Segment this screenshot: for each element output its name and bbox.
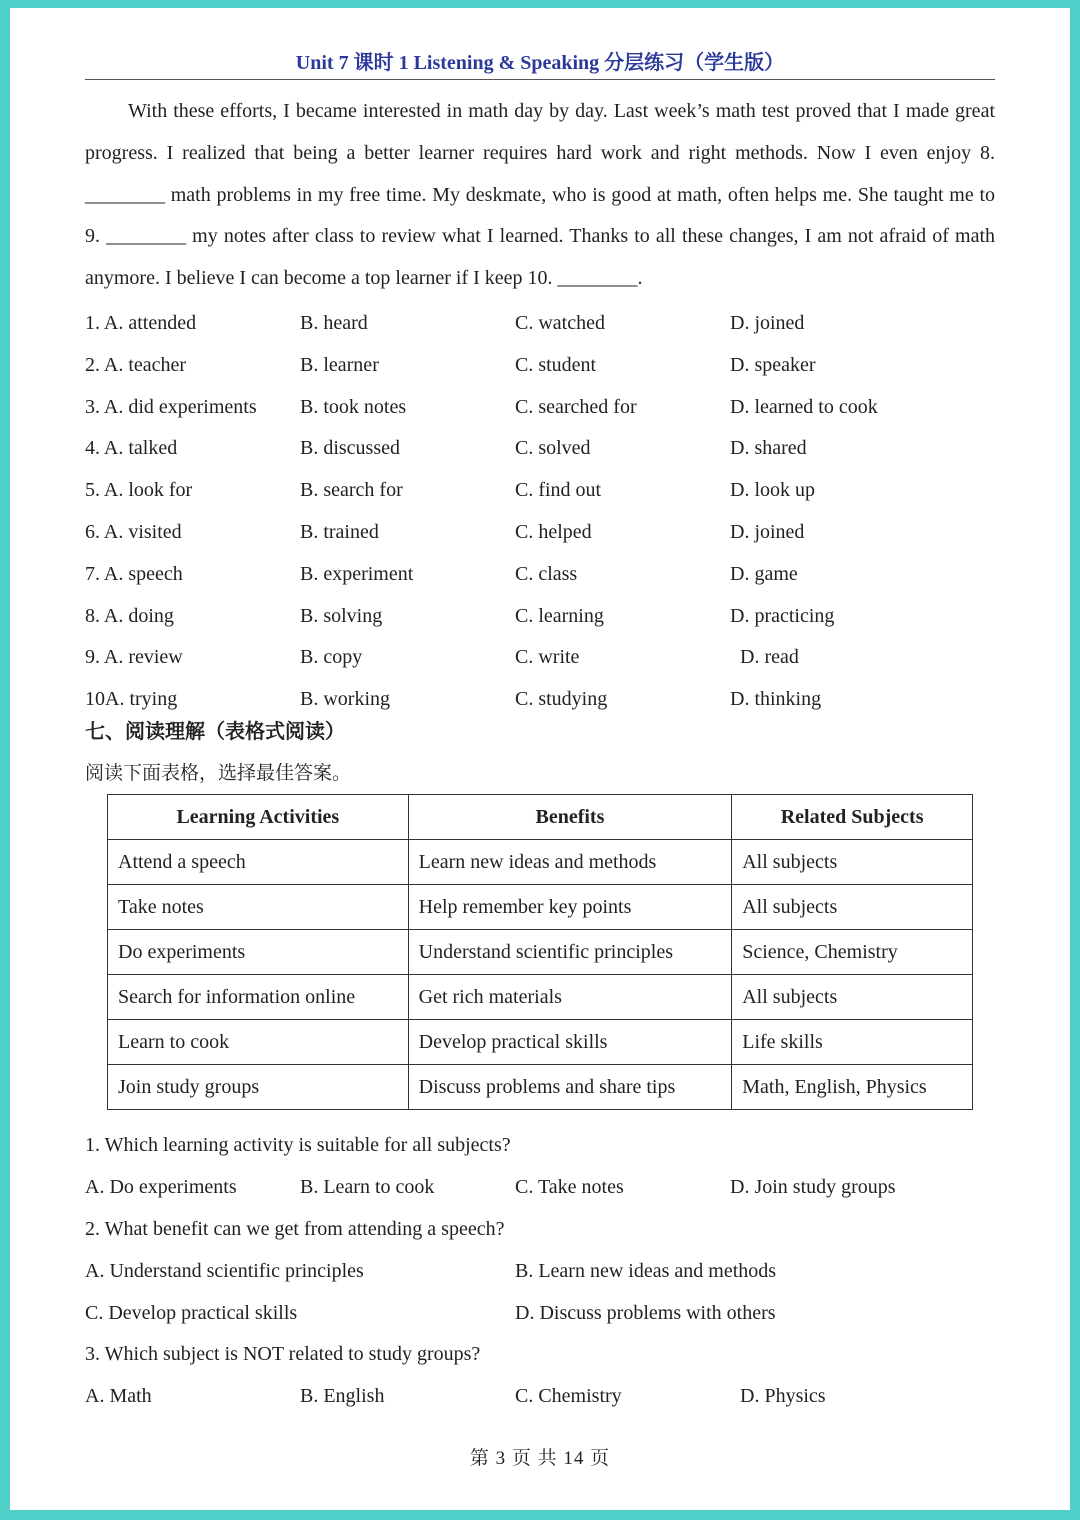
table-row [108, 1065, 973, 1110]
answer-option: A. Do experiments [85, 1176, 237, 1198]
option-d: D. thinking [730, 688, 822, 710]
option-d: D. practicing [730, 605, 835, 627]
option-b: B. discussed [300, 437, 400, 459]
table-cell: All subjects [732, 885, 973, 930]
table-cell: Math, English, Physics [732, 1065, 973, 1110]
option-c: C. student [515, 354, 597, 376]
table-cell: Discuss problems and share tips [408, 1065, 732, 1110]
table-row [108, 840, 973, 885]
cloze-passage: With these efforts, I became interested in math day by day. Last week’s math test proved that I made great progress. I realized that being a better learner requires hard work and right methods. Now I even enjoy 8. ________ math problems in my free time. My deskmate, who is good at math, often helps me. She taught me to 9. ________ my notes after class to review what I learned. Thanks to all these changes, I am not afraid of math anymore. I believe I can become a top learner if I keep 10. ________. [85, 100, 995, 290]
answer-option: B. Learn new ideas and methods [515, 1260, 777, 1282]
option-d: D. look up [730, 479, 815, 501]
table-header-cell: Related Subjects [732, 795, 973, 840]
option-a: 2. A. teacher [85, 354, 187, 376]
answer-option: A. Understand scientific principles [85, 1260, 364, 1282]
option-b: B. experiment [300, 563, 414, 585]
answer-option: C. Chemistry [515, 1385, 622, 1407]
answer-option: D. Join study groups [730, 1176, 896, 1198]
learning-activities-table [107, 794, 973, 1110]
option-d: D. read [740, 646, 799, 668]
table-cell: Understand scientific principles [408, 930, 732, 975]
answer-option: B. English [300, 1385, 385, 1407]
option-d: D. joined [730, 312, 805, 334]
table-cell: All subjects [732, 840, 973, 885]
answer-option: B. Learn to cook [300, 1176, 435, 1198]
table-header-cell: Benefits [408, 795, 732, 840]
option-d: D. shared [730, 437, 807, 459]
option-c: C. searched for [515, 396, 637, 418]
option-b: B. took notes [300, 396, 407, 418]
option-b: B. trained [300, 521, 379, 543]
table-cell: Learn new ideas and methods [408, 840, 732, 885]
table-cell: Join study groups [108, 1065, 409, 1110]
option-b: B. copy [300, 646, 363, 668]
section-heading: 七、阅读理解（表格式阅读） [85, 721, 345, 743]
table-cell: Science, Chemistry [732, 930, 973, 975]
option-d: D. speaker [730, 354, 816, 376]
table-cell: Take notes [108, 885, 409, 930]
option-a: 7. A. speech [85, 563, 183, 585]
option-a: 9. A. review [85, 646, 183, 668]
option-b: B. heard [300, 312, 368, 334]
table-cell: Life skills [732, 1020, 973, 1065]
option-d: D. learned to cook [730, 396, 878, 418]
option-a: 5. A. look for [85, 479, 193, 501]
table-header-cell: Learning Activities [108, 795, 409, 840]
section-instruction: 阅读下面表格，选择最佳答案。 [85, 763, 352, 784]
option-c: C. helped [515, 521, 592, 543]
question-stem: 3. Which subject is NOT related to study groups? [85, 1343, 481, 1365]
table-row [108, 885, 973, 930]
table-row [108, 930, 973, 975]
option-c: C. class [515, 563, 578, 585]
option-a: 3. A. did experiments [85, 396, 257, 418]
option-b: B. search for [300, 479, 403, 501]
header-divider [85, 79, 995, 80]
option-d: D. joined [730, 521, 805, 543]
option-a: 6. A. visited [85, 521, 182, 543]
option-a: 4. A. talked [85, 437, 178, 459]
table-row [108, 1020, 973, 1065]
option-a: 1. A. attended [85, 312, 197, 334]
page-header-title: Unit 7 课时 1 Listening & Speaking 分层练习（学生版） [295, 52, 785, 74]
option-a: 8. A. doing [85, 605, 174, 627]
table-cell: Attend a speech [108, 840, 409, 885]
option-d: D. game [730, 563, 798, 585]
answer-option: D. Discuss problems with others [515, 1302, 776, 1324]
answer-option: C. Take notes [515, 1176, 624, 1198]
option-c: C. write [515, 646, 580, 668]
answer-option: C. Develop practical skills [85, 1302, 298, 1324]
answer-option: A. Math [85, 1385, 152, 1407]
table-cell: All subjects [732, 975, 973, 1020]
option-b: B. working [300, 688, 390, 710]
table-cell: Get rich materials [408, 975, 732, 1020]
page-number: 第 3 页 共 14 页 [469, 1448, 611, 1469]
option-c: C. find out [515, 479, 602, 501]
table-header-row [108, 795, 973, 840]
option-b: B. solving [300, 605, 383, 627]
option-c: C. studying [515, 688, 608, 710]
document-page [10, 8, 1070, 1510]
option-c: C. solved [515, 437, 591, 459]
table-cell: Do experiments [108, 930, 409, 975]
table-row [108, 975, 973, 1020]
option-c: C. learning [515, 605, 604, 627]
table-cell: Learn to cook [108, 1020, 409, 1065]
question-stem: 2. What benefit can we get from attending a speech? [85, 1218, 505, 1240]
table-cell: Develop practical skills [408, 1020, 732, 1065]
answer-option: D. Physics [740, 1385, 826, 1407]
option-c: C. watched [515, 312, 605, 334]
option-a: 10A. trying [85, 688, 178, 710]
table-cell: Search for information online [108, 975, 409, 1020]
option-b: B. learner [300, 354, 379, 376]
table-cell: Help remember key points [408, 885, 732, 930]
question-stem: 1. Which learning activity is suitable for all subjects? [85, 1134, 511, 1156]
